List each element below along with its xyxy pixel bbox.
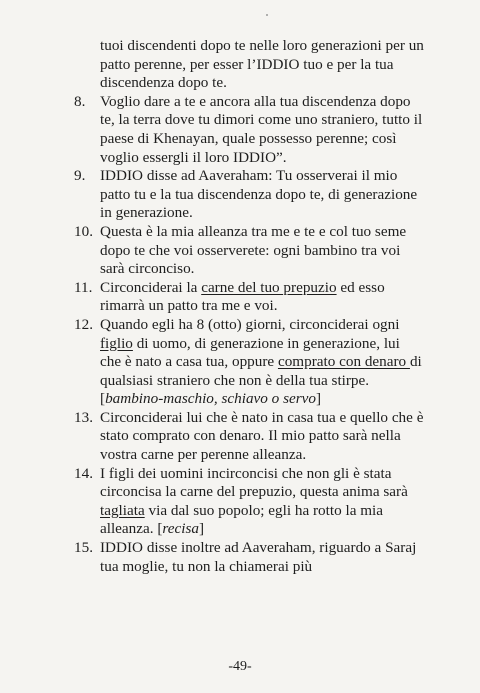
verse-number: 14. [74,464,93,482]
italic-note: recisa [162,520,199,538]
verse-number: 11. [74,278,93,296]
verse-text-segment: via dal suo popolo; egli ha rotto la mia alleanza. [ [100,501,384,538]
verse-number: 10. [74,222,93,240]
verse [74,539,424,576]
verse-number: 13. [74,408,93,426]
verse-number: 8. [74,92,86,110]
underlined-phrase: carne del tuo prepuzio [201,278,337,296]
verse-text [100,279,424,316]
verse-text-segment: Questa è la mia alleanza tra me e te e col tuo seme dopo te che voi osserverete: ogni bambino tra voi sarà circonciso. [100,222,407,278]
verse-text-segment: ] [315,390,322,408]
verse [74,316,424,409]
verse-text-segment: I figli dei uomini incirconcisi che non gli è stata circoncisa la carne del prepuzio, questa anima sarà [100,464,408,501]
continuation-paragraph: tuoi discendenti dopo te nelle loro generazioni per un patto perenne, per esser l’IDDIO tuo e per la tua discendenza dopo te. [100,37,424,92]
verse [74,167,424,223]
verse-text [100,167,424,223]
verse-text [100,409,424,465]
verse-text-segment: IDDIO disse ad Aaveraham: Tu osserverai il mio patto tu e la tua discendenza dopo te, di generazione in generazione. [100,167,418,222]
verse-text-segment: Voglio dare a te e ancora alla tua discendenza dopo te, la terra dove tu dimori come uno straniero, tutto il paese di Khenayan, quale possesso perenne; così voglio essergli il loro IDDIO”. [100,92,423,166]
verse-text-segment: ed esso rimarrà un patto tra me e voi. [100,278,385,315]
verse [74,279,424,316]
verse-text-segment: IDDIO disse inoltre ad Aaveraham, riguardo a Saraj tua moglie, tu non la chiamerai più [100,539,417,575]
underlined-phrase: comprato con denaro [277,353,410,371]
verse-text [100,539,424,576]
page-number: -49- [228,659,252,674]
underlined-phrase: tagliata [100,501,145,519]
paper-speck [266,14,268,16]
verse-number: 15. [74,539,93,557]
verse-text-segment: Quando egli ha 8 (otto) giorni, circonciderai ogni [100,315,400,333]
verse-number: 9. [74,167,86,185]
verse-text [100,316,424,409]
italic-note: bambino-maschio, schiavo o servo [105,390,316,408]
verse-text-segment: ] [198,520,205,538]
verse-text [100,93,424,167]
verse-list [74,93,424,576]
verse-text-segment: di qualsiasi straniero che non è della tua stirpe. [ [100,353,422,408]
verse-text-segment: di uomo, di generazione in generazione, lui che è nato a casa tua, oppure [100,334,400,371]
verse [74,465,424,539]
verse [74,409,424,465]
verse-text-segment: Circonciderai la [100,278,202,296]
verse-number: 12. [74,315,93,333]
page-text [74,37,424,576]
verse [74,93,424,167]
underlined-phrase: figlio [100,334,133,352]
verse-text [100,465,424,539]
verse-text-segment: Circonciderai lui che è nato in casa tua e quello che è stato comprato con denaro. Il mio patto sarà nella vostra carne per perenne alleanza. [100,408,424,464]
verse-text [100,223,424,279]
verse [74,223,424,279]
